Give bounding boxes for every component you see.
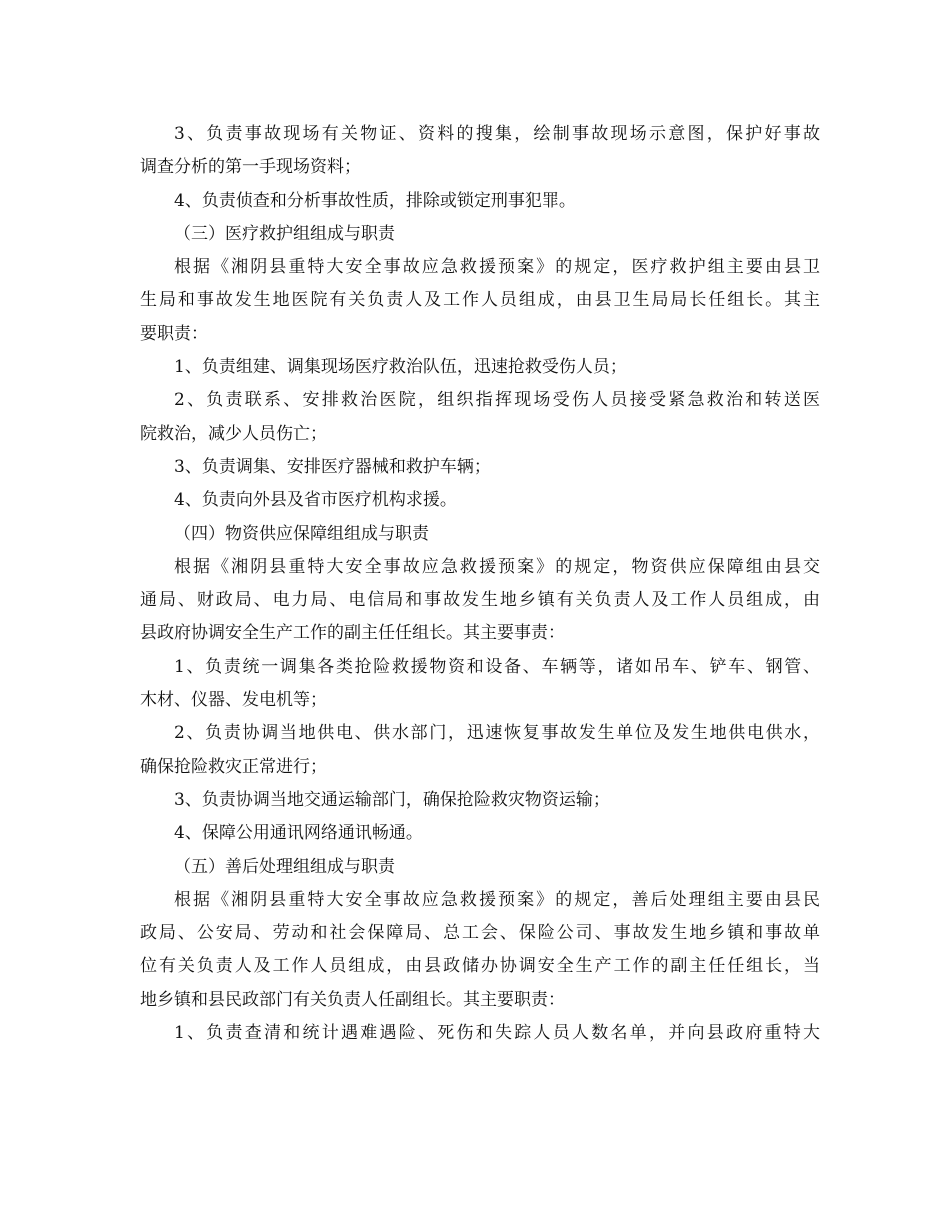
text-line: 4、负责向外县及省市医疗机构求援。 [174, 490, 457, 511]
document-page [140, 118, 820, 1050]
text-line: 位有关负责人及工作人员组成，由县政储办协调安全生产工作的副主任任组长，当 [140, 956, 820, 977]
text-line: 1、负责查清和统计遇难遇险、死伤和失踪人员人数名单，并向县政府重特大 [174, 1023, 820, 1044]
text-line: （五）善后处理组组成与职责 [174, 856, 395, 877]
text-line: 地乡镇和县民政部门有关负责人任副组长。其主要职责： [140, 989, 565, 1010]
text-line: 木材、仪器、发电机等； [140, 690, 327, 711]
text-line: 院救治，减少人员伤亡； [140, 423, 327, 444]
text-line: 4、负责侦查和分析事故性质，排除或锁定刑事犯罪。 [174, 190, 576, 211]
text-line: 4、保障公用通讯网络通讯畅通。 [174, 823, 423, 844]
text-line: 根据《湘阴县重特大安全事故应急救援预案》的规定，善后处理组主要由县民 [174, 889, 820, 910]
text-line: 生局和事故发生地医院有关负责人及工作人员组成，由县卫生局局长任组长。其主 [140, 290, 820, 311]
text-line: 县政府协调安全生产工作的副主任任组长。其主要事责： [140, 623, 565, 644]
text-line: 2、负责协调当地供电、供水部门，迅速恢复事故发生单位及发生地供电供水， [174, 723, 820, 744]
text-line: 3、负责调集、安排医疗器械和救护车辆； [174, 456, 491, 477]
text-line: （三）医疗救护组组成与职责 [174, 223, 395, 244]
text-line: 3、负责事故现场有关物证、资料的搜集，绘制事故现场示意图，保护好事故 [174, 124, 820, 144]
text-line: 调查分析的第一手现场资料； [140, 157, 361, 178]
text-line: 确保抢险救灾正常进行； [140, 756, 327, 777]
text-line: 3、负责协调当地交通运输部门，确保抢险救灾物资运输； [174, 789, 610, 810]
text-line: 要职责： [140, 323, 208, 344]
text-line: 2、负责联系、安排救治医院，组织指挥现场受伤人员接受紧急救治和转送医 [174, 390, 820, 411]
text-line: （四）物资供应保障组组成与职责 [174, 523, 429, 544]
text-line: 根据《湘阴县重特大安全事故应急救援预案》的规定，医疗救护组主要由县卫 [174, 257, 820, 278]
text-line: 政局、公安局、劳动和社会保障局、总工会、保险公司、事故发生地乡镇和事故单 [140, 923, 820, 944]
text-line: 1、负责组建、调集现场医疗救治队伍，迅速抢救受伤人员； [174, 357, 627, 378]
text-line: 1、负责统一调集各类抢险救援物资和设备、车辆等，诸如吊车、铲车、钢管、 [174, 656, 820, 677]
text-line: 根据《湘阴县重特大安全事故应急救援预案》的规定，物资供应保障组由县交 [174, 556, 820, 577]
text-line: 通局、财政局、电力局、电信局和事故发生地乡镇有关负责人及工作人员组成，由 [140, 590, 820, 611]
